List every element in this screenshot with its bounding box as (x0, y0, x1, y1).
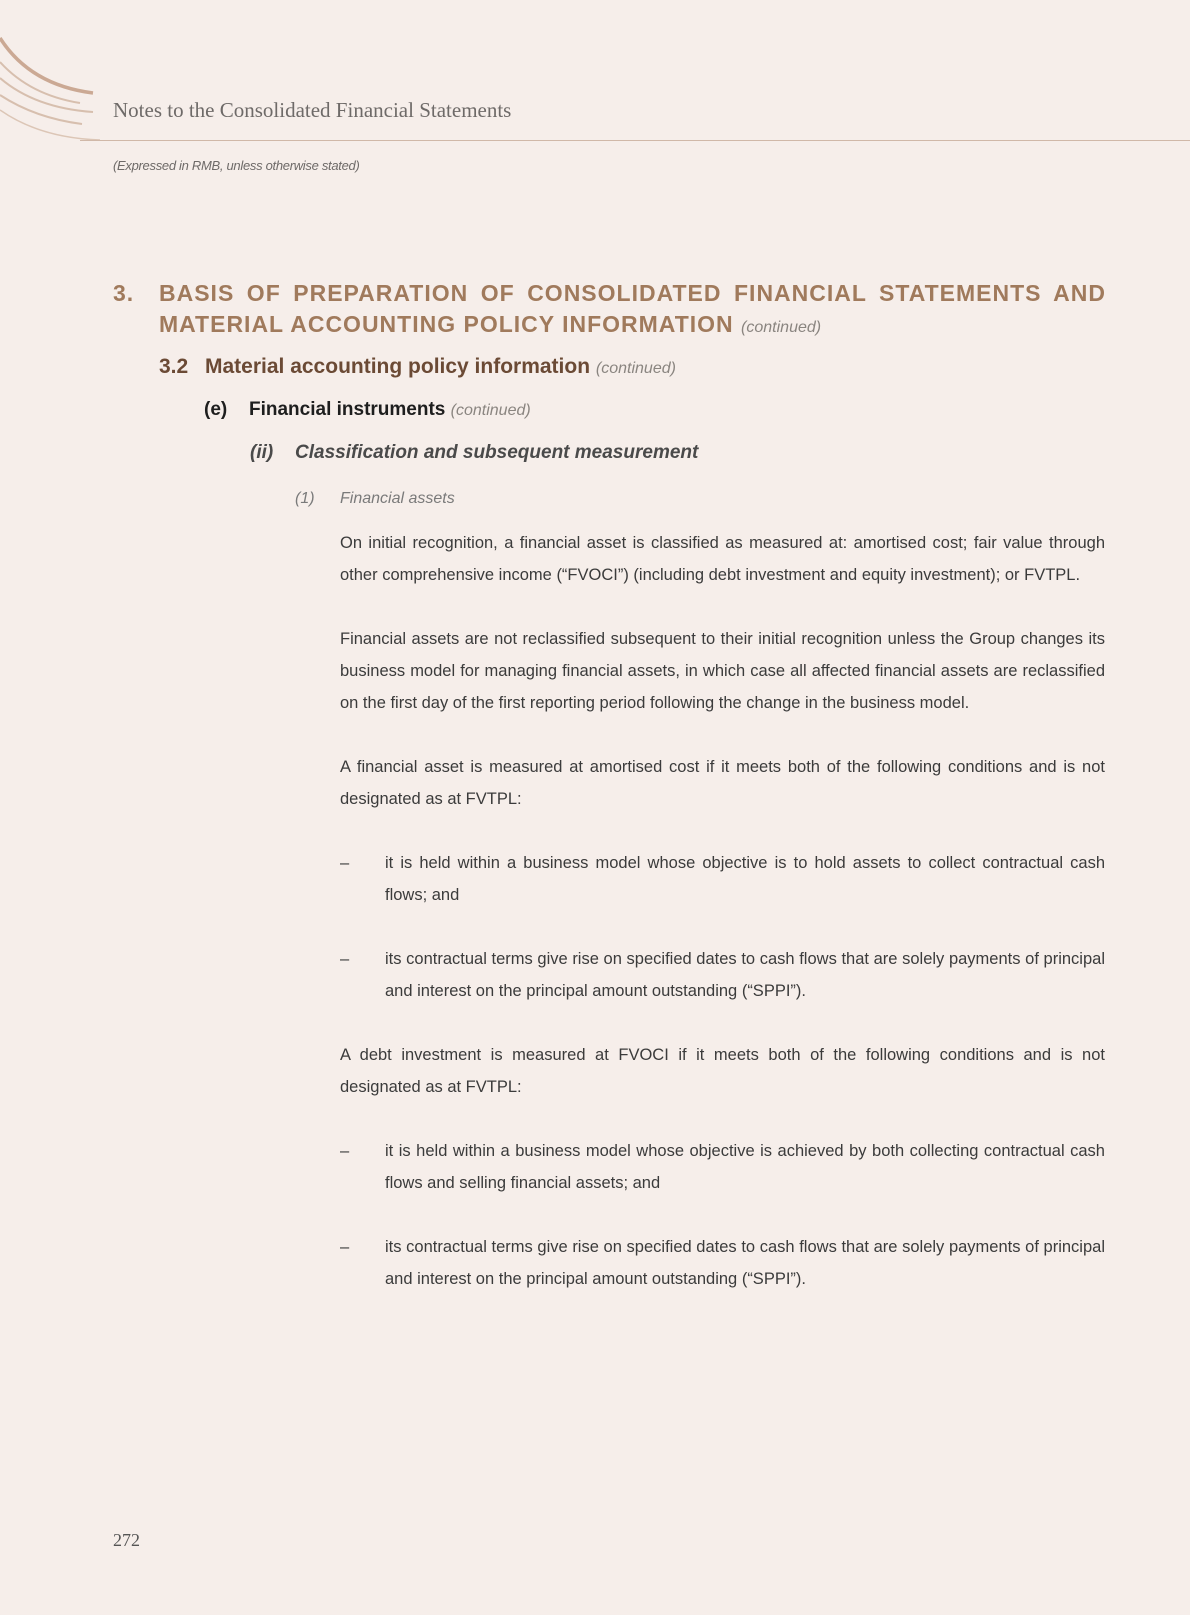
paragraph: On initial recognition, a financial asset is classified as measured at: amortised cost; fair value through other comprehensive income (“FVOCI”) (including debt investment and equity investment); or FVTPL. (340, 534, 1105, 584)
bullet-dash: – (340, 1142, 350, 1160)
item-heading (204, 399, 531, 421)
section-number: 3. (113, 280, 135, 306)
running-title: Notes to the Consolidated Financial Statements (113, 98, 512, 122)
continued-label: (continued) (595, 360, 676, 377)
subitem-number: (ii) (250, 442, 274, 463)
bullet-dash: – (340, 950, 350, 968)
list-item (340, 1135, 1105, 1199)
bullet-text: its contractual terms give rise on specified dates to cash flows that are solely payments of principal and interest on the principal amount outstanding (“SPPI”). (385, 1238, 1105, 1288)
subsubitem-number: (1) (295, 490, 315, 507)
bullet-dash: – (340, 854, 350, 872)
continued-label: (continued) (450, 402, 531, 419)
body-text (340, 527, 1105, 1327)
item-number: (e) (204, 399, 228, 420)
list-item (340, 1231, 1105, 1295)
paragraph: A financial asset is measured at amortised cost if it meets both of the following conditions and is not designated as at FVTPL: (340, 758, 1105, 808)
item-title: Financial instruments (249, 399, 446, 420)
subitem-title: Classification and subsequent measurement (295, 442, 699, 463)
section-heading (113, 278, 1106, 343)
subitem-heading (250, 442, 698, 464)
bullet-dash: – (340, 1238, 350, 1256)
currency-note: (Expressed in RMB, unless otherwise stated) (113, 158, 360, 173)
page-number: 272 (113, 1530, 140, 1550)
bullet-text: it is held within a business model whose objective is to hold assets to collect contractual cash flows; and (385, 854, 1105, 904)
list-item (340, 943, 1105, 1007)
subsection-heading (159, 355, 676, 379)
subsubitem-title: Financial assets (340, 490, 455, 507)
bullet-text: it is held within a business model whose objective is achieved by both collecting contractual cash flows and selling financial assets; and (385, 1142, 1105, 1192)
decorative-arcs (0, 0, 100, 150)
continued-label: (continued) (741, 319, 822, 336)
header-rule (80, 140, 1190, 141)
bullet-text: its contractual terms give rise on specified dates to cash flows that are solely payments of principal and interest on the principal amount outstanding (“SPPI”). (385, 950, 1105, 1000)
subsubitem-heading (295, 490, 455, 508)
section-title: BASIS OF PREPARATION OF CONSOLIDATED FINANCIAL STATEMENTS AND MATERIAL ACCOUNTING POLICY INFORMATION (159, 280, 1106, 337)
paragraph: A debt investment is measured at FVOCI if it meets both of the following conditions and is not designated as at FVTPL: (340, 1046, 1105, 1096)
subsection-title: Material accounting policy information (205, 355, 591, 378)
subsection-number: 3.2 (159, 355, 189, 378)
list-item (340, 847, 1105, 911)
paragraph: Financial assets are not reclassified subsequent to their initial recognition unless the Group changes its business model for managing financial assets, in which case all affected financial assets are reclassified on the first day of the first reporting period following the change in the business model. (340, 630, 1105, 712)
